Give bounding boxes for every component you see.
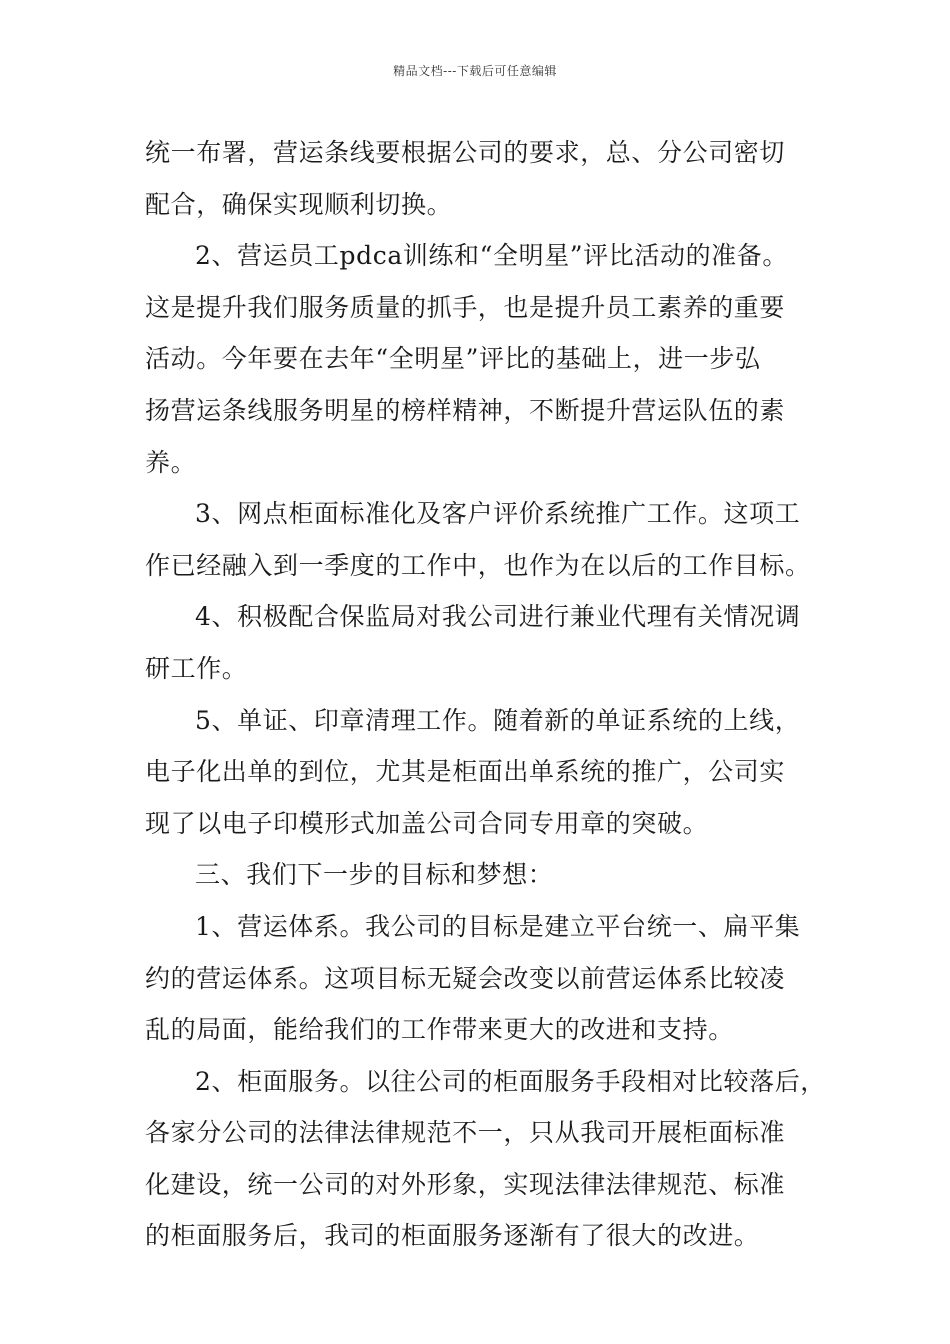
text-line: 2、营运员工pdca训练和“全明星”评比活动的准备。 bbox=[195, 241, 788, 271]
section-heading: 三、我们下一步的目标和梦想： bbox=[195, 860, 554, 890]
text-line: 的柜面服务后，我司的柜面服务逐渐有了很大的改进。 bbox=[145, 1221, 760, 1251]
text-line: 约的营运体系。这项目标无疑会改变以前营运体系比较凌 bbox=[145, 963, 786, 993]
text-line: 活动。今年要在去年“全明星”评比的基础上，进一步弘 bbox=[145, 344, 761, 374]
text-line: 1、营运体系。我公司的目标是建立平台统一、扁平集 bbox=[195, 911, 801, 941]
text-line: 5、单证、印章清理工作。随着新的单证系统的上线， bbox=[195, 705, 801, 735]
text-line: 配合，确保实现顺利切换。 bbox=[145, 189, 453, 219]
document-body bbox=[145, 127, 826, 1262]
text-line: 2、柜面服务。以往公司的柜面服务手段相对比较落后， bbox=[195, 1066, 826, 1096]
text-line: 化建设，统一公司的对外形象，实现法律法律规范、标准 bbox=[145, 1169, 786, 1199]
text-line: 这是提升我们服务质量的抓手，也是提升员工素养的重要 bbox=[145, 292, 786, 322]
text-line: 作已经融入到一季度的工作中，也作为在以后的工作目标。 bbox=[145, 550, 811, 580]
page-header: 精品文档---下载后可任意编辑 bbox=[393, 64, 557, 78]
text-line: 扬营运条线服务明星的榜样精神，不断提升营运队伍的素 bbox=[145, 395, 786, 425]
text-line: 各家分公司的法律法律规范不一，只从我司开展柜面标准 bbox=[145, 1118, 786, 1148]
text-line: 研工作。 bbox=[145, 653, 248, 683]
text-line: 统一布署，营运条线要根据公司的要求，总、分公司密切 bbox=[145, 138, 786, 167]
text-line: 乱的局面，能给我们的工作带来更大的改进和支持。 bbox=[145, 1015, 734, 1045]
text-line: 4、积极配合保监局对我公司进行兼业代理有关情况调 bbox=[195, 602, 801, 632]
text-line: 现了以电子印模形式加盖公司合同专用章的突破。 bbox=[145, 808, 709, 838]
text-line: 电子化出单的到位，尤其是柜面出单系统的推广，公司实 bbox=[145, 757, 786, 787]
text-line: 养。 bbox=[145, 447, 197, 477]
text-line: 3、网点柜面标准化及客户评价系统推广工作。这项工 bbox=[195, 499, 801, 529]
